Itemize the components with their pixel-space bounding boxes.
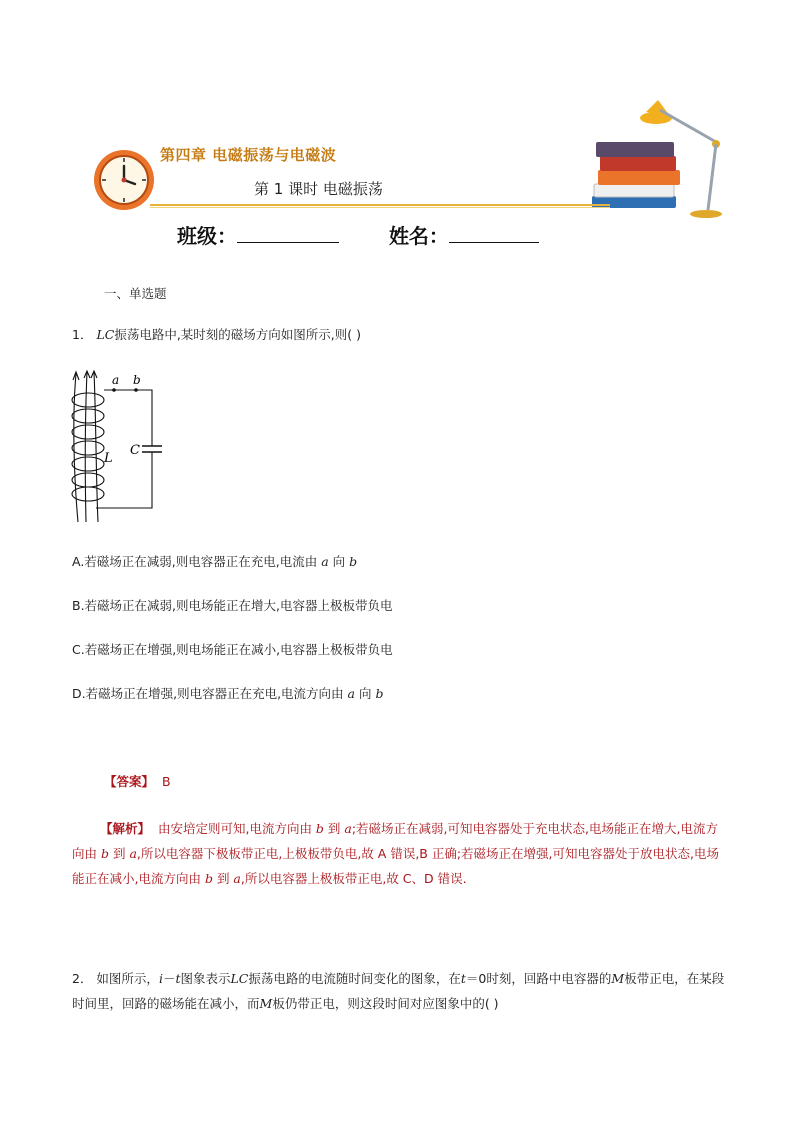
label-l: L xyxy=(104,451,113,466)
q2-text: 板带正电，在某段时间里，回路的磁场能在减小，而 xyxy=(72,971,725,1011)
header-divider-thin xyxy=(150,207,610,208)
analysis-paragraph xyxy=(72,816,726,891)
option-d-var2: b xyxy=(375,686,384,701)
q2-var: M xyxy=(611,971,625,986)
option-a-var1: a xyxy=(321,554,329,569)
analysis-text: 到 xyxy=(212,871,234,886)
question-stem-text: 振荡电路中,某时刻的磁场方向如图所示,则( ) xyxy=(114,327,361,342)
q2-text: 板仍带正电，则这段时间对应图象中的( ) xyxy=(272,996,499,1011)
question-number: 2． xyxy=(72,971,93,986)
option-d-text: D.若磁场正在增强,则电容器正在充电,电流方向由 xyxy=(72,686,348,701)
analysis-var: a xyxy=(129,846,137,861)
analysis-text: ;若磁场正在减弱,可知电容器处于充电状态,电场能正在增大,电流方向由 xyxy=(72,821,718,861)
option-a-var2: b xyxy=(349,554,358,569)
option-c[interactable] xyxy=(72,640,393,658)
clock-icon xyxy=(92,148,156,212)
option-a[interactable] xyxy=(72,552,357,570)
q2-var: M xyxy=(259,996,273,1011)
q2-text: － xyxy=(162,971,176,986)
option-d[interactable] xyxy=(72,684,383,702)
q2-text: 如图所示， xyxy=(92,971,159,986)
option-c-text: C.若磁场正在增强,则电场能正在减小,电容器上极板带负电 xyxy=(72,642,393,657)
lc-circuit-figure xyxy=(66,368,166,524)
section-title: 一、单选题 xyxy=(104,286,167,301)
books-lamp-icon xyxy=(588,96,728,220)
analysis-var: b xyxy=(204,871,213,886)
label-c: C xyxy=(130,443,140,458)
analysis-text: 到 xyxy=(109,846,130,861)
header-divider xyxy=(150,204,610,206)
label-a: a xyxy=(112,373,120,387)
q2-text: 振荡电路的电流随时间变化的图象，在 xyxy=(248,971,461,986)
option-d-var1: a xyxy=(347,686,355,701)
q2-text: ＝0时刻，回路中电容器的 xyxy=(465,971,612,986)
option-a-text: A.若磁场正在减弱,则电容器正在充电,电流由 xyxy=(72,554,322,569)
name-label: 姓名： xyxy=(388,224,449,248)
analysis-text: 到 xyxy=(323,821,345,836)
analysis-var: b xyxy=(100,846,109,861)
option-d-mid: 向 xyxy=(358,686,376,701)
chapter-title: 第四章 电磁振荡与电磁波 xyxy=(160,146,337,164)
option-b[interactable] xyxy=(72,596,393,614)
label-b: b xyxy=(133,373,141,387)
lc-symbol: LC xyxy=(96,327,115,342)
option-b-text: B.若磁场正在减弱,则电场能正在增大,电容器上极板带负电 xyxy=(72,598,393,613)
question-1-stem xyxy=(72,326,361,345)
question-number: 1． xyxy=(72,327,93,342)
answer-tag: 【答案】 xyxy=(104,774,155,789)
q2-text: 图象表示 xyxy=(180,971,231,986)
class-label: 班级： xyxy=(177,224,237,248)
q2-var: t xyxy=(175,971,181,986)
analysis-var: b xyxy=(315,821,324,836)
lesson-title: 第 1 课时 电磁振荡 xyxy=(254,180,383,198)
q2-var: LC xyxy=(230,971,249,986)
q2-var: i xyxy=(158,971,163,986)
analysis-var: a xyxy=(233,871,241,886)
question-2-stem xyxy=(72,966,726,1016)
name-blank[interactable] xyxy=(449,242,539,243)
class-name-row xyxy=(177,220,539,249)
option-a-mid: 向 xyxy=(332,554,350,569)
answer-line xyxy=(104,772,171,790)
analysis-text: ,所以电容器下极板带正电,上极板带负电,故 A 错误,B 正确;若磁场正在增强,可知电容器处于放电状态,电场能正在减小,电流方向由 xyxy=(72,846,720,886)
answer-value: B xyxy=(161,774,171,789)
analysis-var: a xyxy=(344,821,352,836)
q2-var: t xyxy=(460,971,466,986)
class-blank[interactable] xyxy=(237,242,339,243)
analysis-text: ,所以电容器上极板带正电,故 C、D 错误. xyxy=(240,871,467,886)
analysis-text: 由安培定则可知,电流方向由 xyxy=(157,821,316,836)
analysis-tag: 【解析】 xyxy=(100,821,151,836)
